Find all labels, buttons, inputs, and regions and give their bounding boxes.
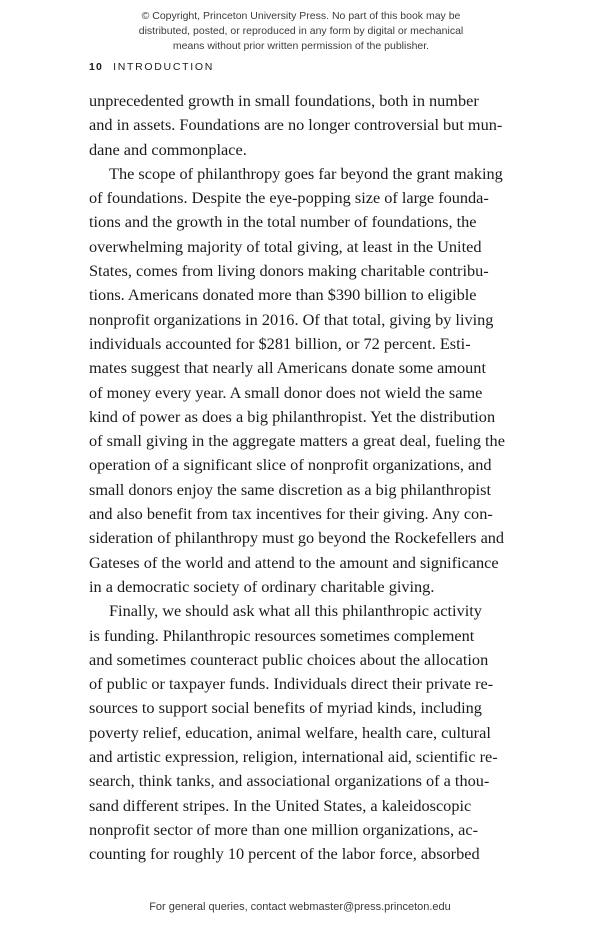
text-line: kind of power as does a big philanthropist. Yet the distribution [89,406,496,426]
text-line: search, think tanks, and associational organizations of a thou- [89,771,490,791]
text-line: is funding. Philanthropic resources sometimes complement [89,625,475,645]
text-line: Gateses of the world and attend to the amount and significance [89,552,499,572]
text-line: overwhelming majority of total giving, at least in the United [89,236,482,256]
text-line: small donors enjoy the same discretion as a big philanthropist [89,479,491,499]
copyright-line-3: means without prior written permission of the publisher. [172,40,430,52]
text-line: and also benefit from tax incentives for their giving. Any con- [89,504,493,524]
text-line: mates suggest that nearly all Americans donate some amount [89,358,486,378]
text-line: unprecedented growth in small foundations, both in number [89,91,479,110]
page-number: 10 [89,61,104,73]
text-line: nonprofit sector of more than one million organizations, ac- [89,819,478,839]
text-line: of public or taxpayer funds. Individuals direct their private re- [89,674,494,694]
body-paragraph [89,89,512,162]
text-line: operation of a significant slice of nonprofit organizations, and [89,455,492,475]
text-line: sand different stripes. In the United States, a kaleidoscopic [89,795,472,815]
copyright-line-2: distributed, posted, or reproduced in any form by digital or mechanical [138,25,464,37]
running-head [89,61,214,73]
text-line: dane and commonplace. [89,139,247,159]
text-line: Finally, we should ask what all this philanthropic activity [109,601,482,621]
chapter-title: INTRODUCTION [113,61,214,73]
body-paragraph [89,162,512,599]
text-line: of money every year. A small donor does not wield the same [89,382,483,402]
text-line: and artistic expression, religion, international aid, scientific re- [89,747,498,767]
text-line: individuals accounted for $281 billion, or 72 percent. Esti- [89,333,471,353]
text-line: and in assets. Foundations are no longer controversial but mun- [89,115,503,135]
page-footer: For general queries, contact webmaster@press.princeton.edu [149,901,451,913]
text-line: poverty relief, education, animal welfare, health care, cultural [89,722,491,742]
text-line: The scope of philanthropy goes far beyond the grant making [109,163,503,183]
text-line: nonprofit organizations in 2016. Of that total, giving by living [89,309,494,329]
text-line: tions and the growth in the total number of foundations, the [89,212,477,232]
text-line: counting for roughly 10 percent of the labor force, absorbed [89,844,480,864]
text-line: sideration of philanthropy must go beyond the Rockefellers and [89,528,505,548]
text-line: tions. Americans donated more than $390 billion to eligible [89,285,477,305]
body-text-column [89,89,512,867]
text-line: sources to support social benefits of myriad kinds, including [89,698,482,718]
text-line: in a democratic society of ordinary charitable giving. [89,576,435,596]
text-line: of small giving in the aggregate matters a great deal, fueling the [89,431,505,451]
copyright-line-1: © Copyright, Princeton University Press. No part of this book may be [141,10,461,22]
text-line: and sometimes counteract public choices about the allocation [89,649,489,669]
body-paragraph [89,599,512,866]
copyright-notice [89,9,513,54]
text-line: States, comes from living donors making charitable contribu- [89,261,489,281]
text-line: of foundations. Despite the eye-popping size of large founda- [89,188,489,208]
